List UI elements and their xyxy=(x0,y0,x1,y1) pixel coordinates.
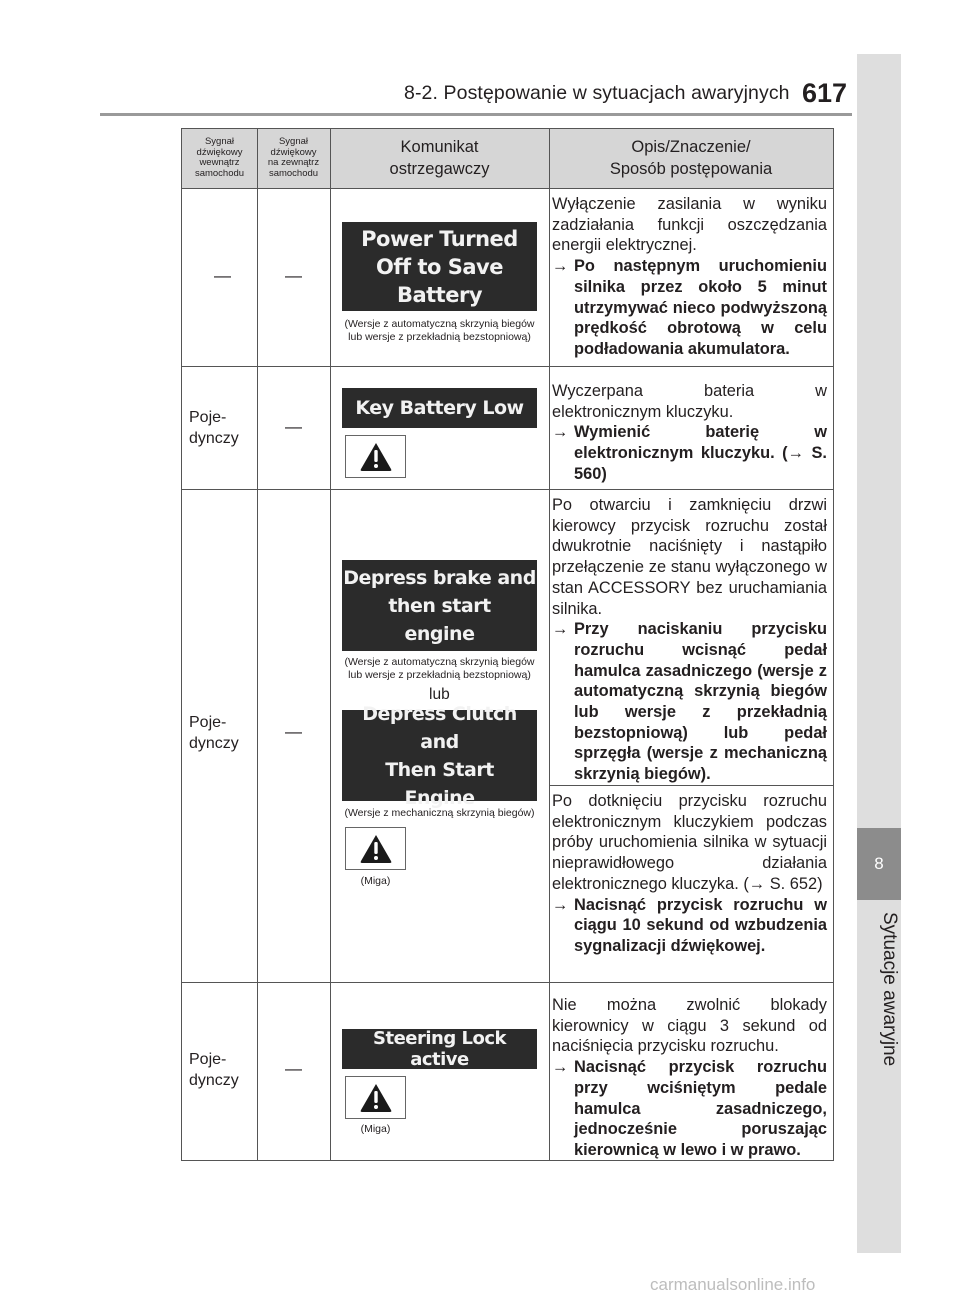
row3-caption-manual: (Wersje z mechaniczną skrzynią biegów) xyxy=(344,807,535,819)
row2-inside-signal: Poje- dynczy xyxy=(189,409,239,447)
row-divider-header xyxy=(182,188,833,189)
row3-action-2: Nacisnąć przycisk rozruchu w ciągu 10 sekund od wzbudzenia sygnalizacji dźwiękowej. xyxy=(574,895,827,955)
row-divider-3 xyxy=(182,982,833,983)
row1-description: Wyłączenie zasilania w wyniku zadziałania funkcji oszczędzania energii elektrycznej. → Po następnym uruchomieniu silnika przez około 5 minut utrzymywać nieco podwyższoną prędkość obrotową w celu podładowania akumulatora. xyxy=(552,195,827,358)
chapter-number: 8 xyxy=(874,854,884,873)
row4-blink-caption: (Miga) xyxy=(360,1123,391,1135)
warning-messages-table xyxy=(181,128,834,1161)
warning-triangle-icon xyxy=(359,441,393,472)
row3-action-1: Przy naciskaniu przycisku rozruchu wcisnąć pedał hamulca zasadniczego (wersje z automatyczną skrzynią biegów lub wersje z przekładnią bezstopniową) lub pedał sprzęgła (wersje z mechaniczną skrzynią biegów). xyxy=(574,620,827,784)
row-divider-2 xyxy=(182,489,833,490)
row1-inside-signal: — xyxy=(214,266,231,285)
display-key-battery-low: Key Battery Low xyxy=(342,388,537,428)
display-depress-clutch: Depress Clutch and Then Start Engine xyxy=(342,710,537,801)
row3-description-2: Po dotknięciu przycisku rozruchu elektronicznym kluczykiem podczas próby uruchomienia silnika w sytuacji nieprawidłowego działania elektronicznego kluczyka. (→ S. 652) → Nacisnąć przycisk rozruchu w ciągu 10 sekund od wzbudzenia sygnalizacji dźwiękowej. xyxy=(552,792,827,955)
col-divider-1 xyxy=(257,129,258,1160)
row4-inside-signal: Poje- dynczy xyxy=(189,1051,239,1089)
warning-triangle-icon xyxy=(359,833,393,864)
running-header-title: 8-2. Postępowanie w sytuacjach awaryjnych xyxy=(404,82,790,104)
row2-action: Wymienić baterię w elektronicznym kluczyku. (→ S. 560) xyxy=(574,423,827,483)
footer-watermark-url[interactable]: carmanualsonline.info xyxy=(650,1275,816,1294)
col-divider-2 xyxy=(330,129,331,1160)
row3-caption-automatic: (Wersje z automatyczną skrzynią biegów lub wersje z przekładnią bezstopniową) xyxy=(344,656,535,681)
or-label: lub xyxy=(429,686,450,703)
row3-outside-signal: — xyxy=(285,722,302,741)
header-divider xyxy=(100,113,852,116)
display-power-turned-off: Power Turned Off to Save Battery xyxy=(342,222,537,311)
row2-description: Wyczerpana bateria w elektronicznym kluczyku. → Wymienić baterię w elektronicznym kluczyku. (→ S. 560) xyxy=(552,382,827,483)
row1-action: Po następnym uruchomieniu silnika przez około 5 minut utrzymywać nieco podwyższoną prędkość obrotową w celu podładowania akumulatora. xyxy=(574,257,827,358)
row4-description: Nie można zwolnić blokady kierownicy w ciągu 3 sekund od naciśnięcia przycisku rozruchu. → Nacisnąć przycisk rozruchu przy wciśniętym pedale hamulca zasadniczego, jednocześnie poruszając kierownicą w lewo i w prawo. xyxy=(552,996,827,1159)
row3-inside-signal: Poje- dynczy xyxy=(189,714,239,752)
header-warning-message: Komunikat ostrzegawczy xyxy=(389,138,490,178)
row4-action: Nacisnąć przycisk rozruchu przy wciśniętym pedale hamulca zasadniczego, jednocześnie poruszając kierownicą w lewo i w prawo. xyxy=(574,1058,827,1159)
page-number: 617 xyxy=(802,78,848,108)
row3-blink-caption: (Miga) xyxy=(360,875,391,887)
header-inside-signal: Sygnał dźwiękowy wewnątrz samochodu xyxy=(194,136,245,179)
row1-caption: (Wersje z automatyczną skrzynią biegów lub wersje z przekładnią bezstopniową) xyxy=(344,318,535,343)
warning-triangle-box xyxy=(345,435,406,478)
row1-outside-signal: — xyxy=(285,266,302,285)
header-outside-signal: Sygnał dźwiękowy na zewnątrz samochodu xyxy=(267,136,320,179)
display-steering-lock-active: Steering Lock active xyxy=(342,1029,537,1069)
row-divider-3a xyxy=(549,785,833,786)
warning-triangle-box xyxy=(345,1076,406,1119)
col-divider-3 xyxy=(549,129,550,1160)
header-description: Opis/Znaczenie/ Sposób postępowania xyxy=(609,138,773,178)
row2-outside-signal: — xyxy=(285,417,302,436)
chapter-number-tab xyxy=(857,828,901,900)
chapter-side-strip xyxy=(857,54,901,1253)
row3-description-1: Po otwarciu i zamknięciu drzwi kierowcy przycisk rozruchu został dwukrotnie naciśnięty i nastąpiło przełączenie ze stanu wyłączonego w stan ACCESSORY bez uruchamiania silnika. → Przy naciskaniu przycisku rozruchu wcisnąć pedał hamulca zasadniczego (wersje z automatyczną skrzynią biegów lub wersje z przekładnią bezstopniową) lub pedał sprzęgła (wersje z mechaniczną skrzynią biegów). xyxy=(552,496,827,784)
row-divider-1 xyxy=(182,366,833,367)
chapter-label: Sytuacje awaryjne xyxy=(879,912,900,1067)
row4-outside-signal: — xyxy=(285,1059,302,1078)
warning-triangle-icon xyxy=(359,1082,393,1113)
display-depress-brake: Depress brake and then start engine xyxy=(342,560,537,651)
warning-triangle-box xyxy=(345,827,406,870)
